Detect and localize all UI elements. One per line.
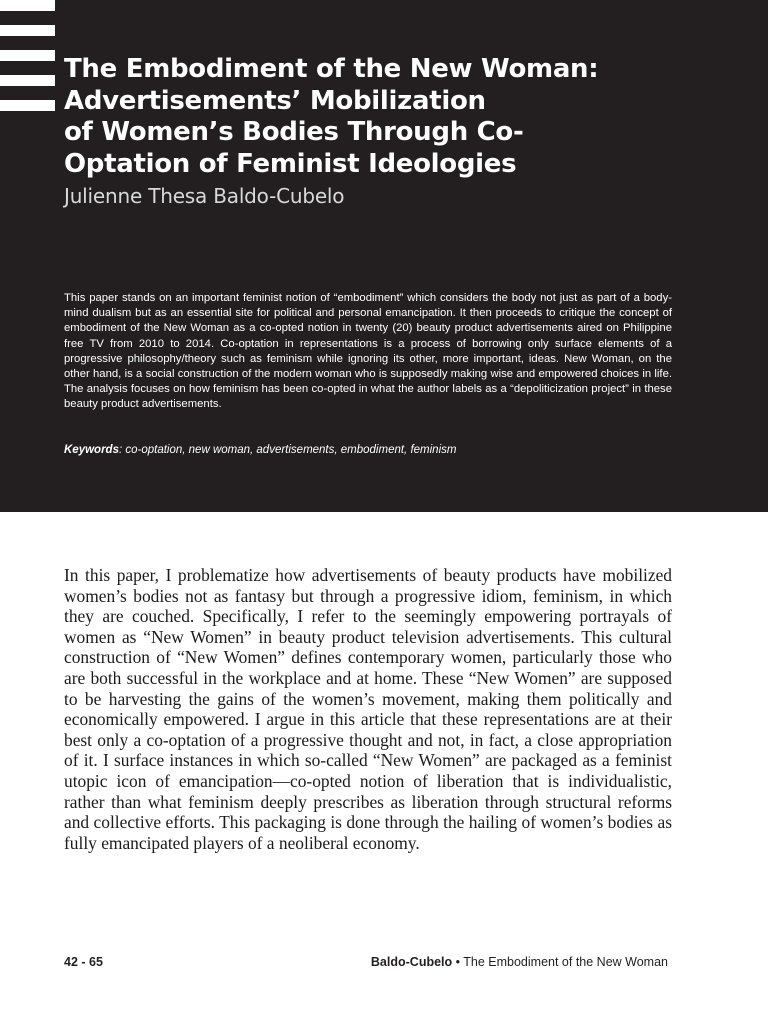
article-title: The Embodiment of the New Woman: Advertisements’ Mobilization of Women’s Bodies Through Co- Optation of Feminist Ideologies (64, 54, 599, 179)
stripe (0, 75, 55, 86)
stripe (0, 0, 55, 11)
stripe (0, 25, 55, 36)
article-author: Julienne Thesa Baldo-Cubelo (64, 184, 345, 208)
page-range: 42 - 65 (64, 955, 103, 969)
keywords-label: Keywords (64, 444, 119, 456)
stripe (0, 100, 55, 111)
running-author: Baldo-Cubelo (370, 955, 453, 969)
body-paragraph: In this paper, I problematize how advertisements of beauty products have mobilized women’s bodies not as fantasy but through a progressive idiom, feminism, in which they are couched. Specifically, I refer to the seemingly empowering portrayals of women as “New Women” in beauty product television advertisements. This cultural construction of “New Women” defines contemporary women, particularly those who are both successful in the workplace and at home. These “New Women” are supposed to be harvesting the gains of the women’s movement, making them politically and economically empowered. I argue in this article that these representations are at their best only a co-optation of a progressive thought and not, in fact, a close appropriation of it. I surface instances in which so-called “New Women” are packaged as a feminist utopic icon of emancipation—co-opted notion of liberation that is individualistic, rather than what feminism deeply prescribes as liberation through structural reforms and collective efforts. This packaging is done through the hailing of women’s bodies as fully emancipated players of a neoliberal economy. (64, 565, 672, 853)
keywords (64, 443, 672, 458)
running-title: The Embodiment of the New Woman (463, 955, 668, 969)
abstract: This paper stands on an important feminist notion of “embodiment” which considers the body not just as part of a body-mind dualism but as an essential site for political and personal emancipation. It then proceeds to critique the concept of embodiment of the New Woman as a co-opted notion in twenty (20) beauty product advertisements aired on Philippine free TV from 2010 to 2014. Co-optation in representations is a process of borrowing only surface elements of a progressive philosophy/theory such as feminism while ignoring its other, more important, ideas. New Woman, on the other hand, is a social construction of the modern woman who is supposedly making wise and empowered choices in life. The analysis focuses on how feminism has been co-opted in what the author labels as a “depoliticization project” in these beauty product advertisements. (64, 292, 672, 411)
stripe (0, 50, 55, 61)
keywords-list: : co-optation, new woman, advertisements, embodiment, feminism (118, 444, 457, 456)
running-header (371, 955, 668, 969)
running-separator: • (452, 955, 464, 969)
